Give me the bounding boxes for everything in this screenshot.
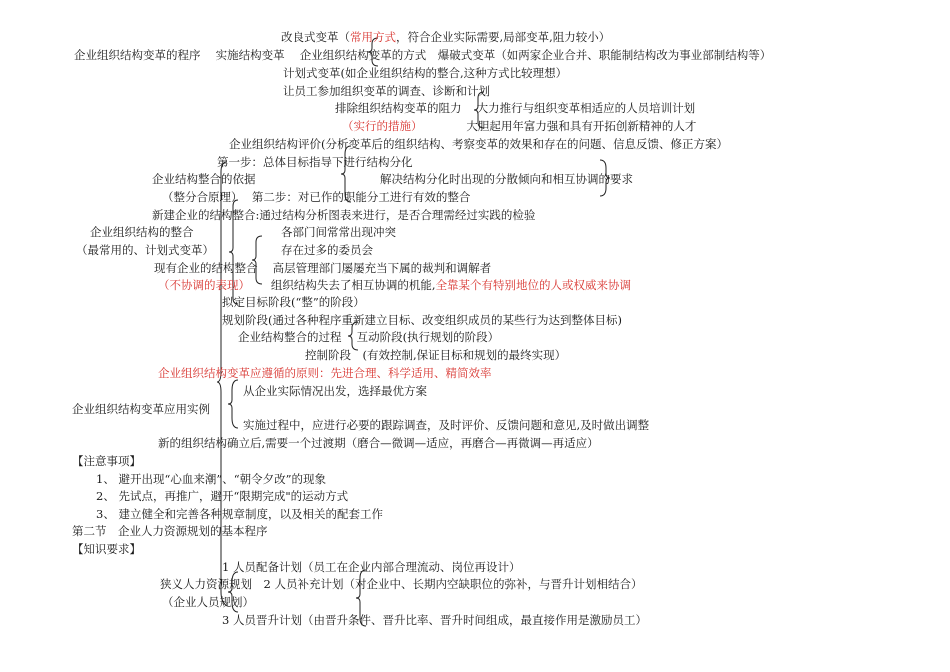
red-text: 常用方式 [350, 30, 396, 44]
text: 大胆起用年富力强和具有开拓创新精神的人才 [416, 119, 697, 133]
bracket [228, 380, 238, 428]
line-shiji: 从企业实际情况出发，选择最优方案 [243, 384, 427, 398]
line-guoduqi: 新的组织结构确立后,需要一个过渡期（磨合—微调—适应，再磨合—再微调—再适应） [158, 436, 599, 450]
line-dierbu: （整分合原理） 第二步：对已作的职能分工进行有效的整合 [162, 190, 471, 204]
line-biange-chengxu: 企业组织结构变革的程序 实施结构变革 企业组织结构变革的方式 爆破式变革（如两家企业合并、职能制结构改为事业部制结构等） [74, 48, 772, 62]
line-guocheng: 企业结构整合的过程 互动阶段(执行规划的阶段） [238, 330, 500, 344]
list-item: 3、 建立健全和完善各种规章制度，以及相关的配套工作 [96, 507, 383, 521]
line-cuoshi [342, 119, 696, 133]
line-buxietiao [158, 278, 631, 292]
line-zhenghe: 企业组织结构的整合 [90, 225, 194, 239]
line-yuangong: 让员工参加组织变革的调查、诊断和计划 [283, 84, 490, 98]
bracket [217, 162, 227, 606]
line-zuli: 排除组织结构变革的阻力 大力推行与组织变革相适应的人员培训计划 [335, 101, 696, 115]
line-jinsheng: 3 人员晋升计划（由晋升条件、晋升比率、晋升时间组成，最直接作用是激励员工） [222, 613, 647, 627]
line-peibei: 1 人员配备计划（员工在企业内部合理流动、岗位再设计） [222, 560, 521, 574]
text: 组织结构失去了相互协调的机能, [244, 278, 436, 292]
line-pingjia: 企业组织结构评价(分析变革后的组织结构、考察变革的效果和存在的问题、信息反馈、修正方案） [229, 137, 728, 151]
heading-zhuyi: 【注意事项】 [72, 454, 141, 468]
line-jiejue: 解决结构分化时出现的分散倾向和相互协调的要求 [380, 172, 633, 186]
text: 改良式变革（ [281, 30, 350, 44]
line-kongzhi: 控制阶段 (有效控制,保证目标和规划的最终实现） [305, 348, 567, 362]
line-shili: 企业组织结构变革应用实例 [72, 402, 210, 416]
red-text: （不协调的表现） [158, 278, 245, 292]
line-gailiang [281, 30, 610, 44]
line-zuichangyong: （最常用的、计划式变革） [76, 243, 214, 257]
heading-zhishi: 【知识要求】 [72, 542, 141, 556]
line-guihua: 规划阶段(通过各种程序重新建立目标、改变组织成员的某些行为达到整体目标) [222, 313, 622, 327]
line-shishi: 实施过程中，应进行必要的跟踪调查，及时评价、反馈问题和意见,及时做出调整 [243, 418, 650, 432]
line-buchong: 狭义人力资源规划 2 人员补充计划（对企业中、长期内空缺职位的弥补，与晋升计划相结合） [160, 577, 643, 591]
line-yiju: 企业结构整合的依据 [152, 172, 256, 186]
line-xianyou: 现有企业的结构整合 高层管理部门屡屡充当下属的裁判和调解者 [154, 261, 492, 275]
line-renyuan: （企业人员规划） [162, 595, 254, 609]
line-yuanze: 企业组织结构变革应遵循的原则：先进合理、科学适用、精简效率 [158, 366, 492, 380]
line-jihuashi: 计划式变革(如企业组织结构的整合,这种方式比较理想） [283, 66, 568, 80]
line-weiyuanhui: 存在过多的委员会 [281, 243, 373, 257]
line-chongtu: 各部门间常常出现冲突 [281, 225, 396, 239]
list-item: 2、 先试点，再推广，避开“限期完成"的运动方式 [96, 489, 349, 503]
list-item: 1、 避开出现“心血来潮”、“朝令夕改”的现象 [96, 472, 326, 486]
text: ，符合企业实际需要,局部变革,阻力较小） [396, 30, 611, 44]
bracket [252, 236, 262, 284]
section-heading: 第二节 企业人力资源规划的基本程序 [72, 524, 268, 538]
red-text: （实行的措施） [342, 119, 417, 133]
line-diyibu: 第一步：总体目标指导下进行结构分化 [217, 155, 413, 169]
line-xinjian: 新建企业的结构整合:通过结构分析图表来进行，是否合理需经过实践的检验 [152, 208, 536, 222]
red-text: 全靠某个有特别地位的人或权威来协调 [435, 278, 632, 292]
line-niding: 拟定目标阶段(“整”的阶段） [222, 295, 365, 309]
